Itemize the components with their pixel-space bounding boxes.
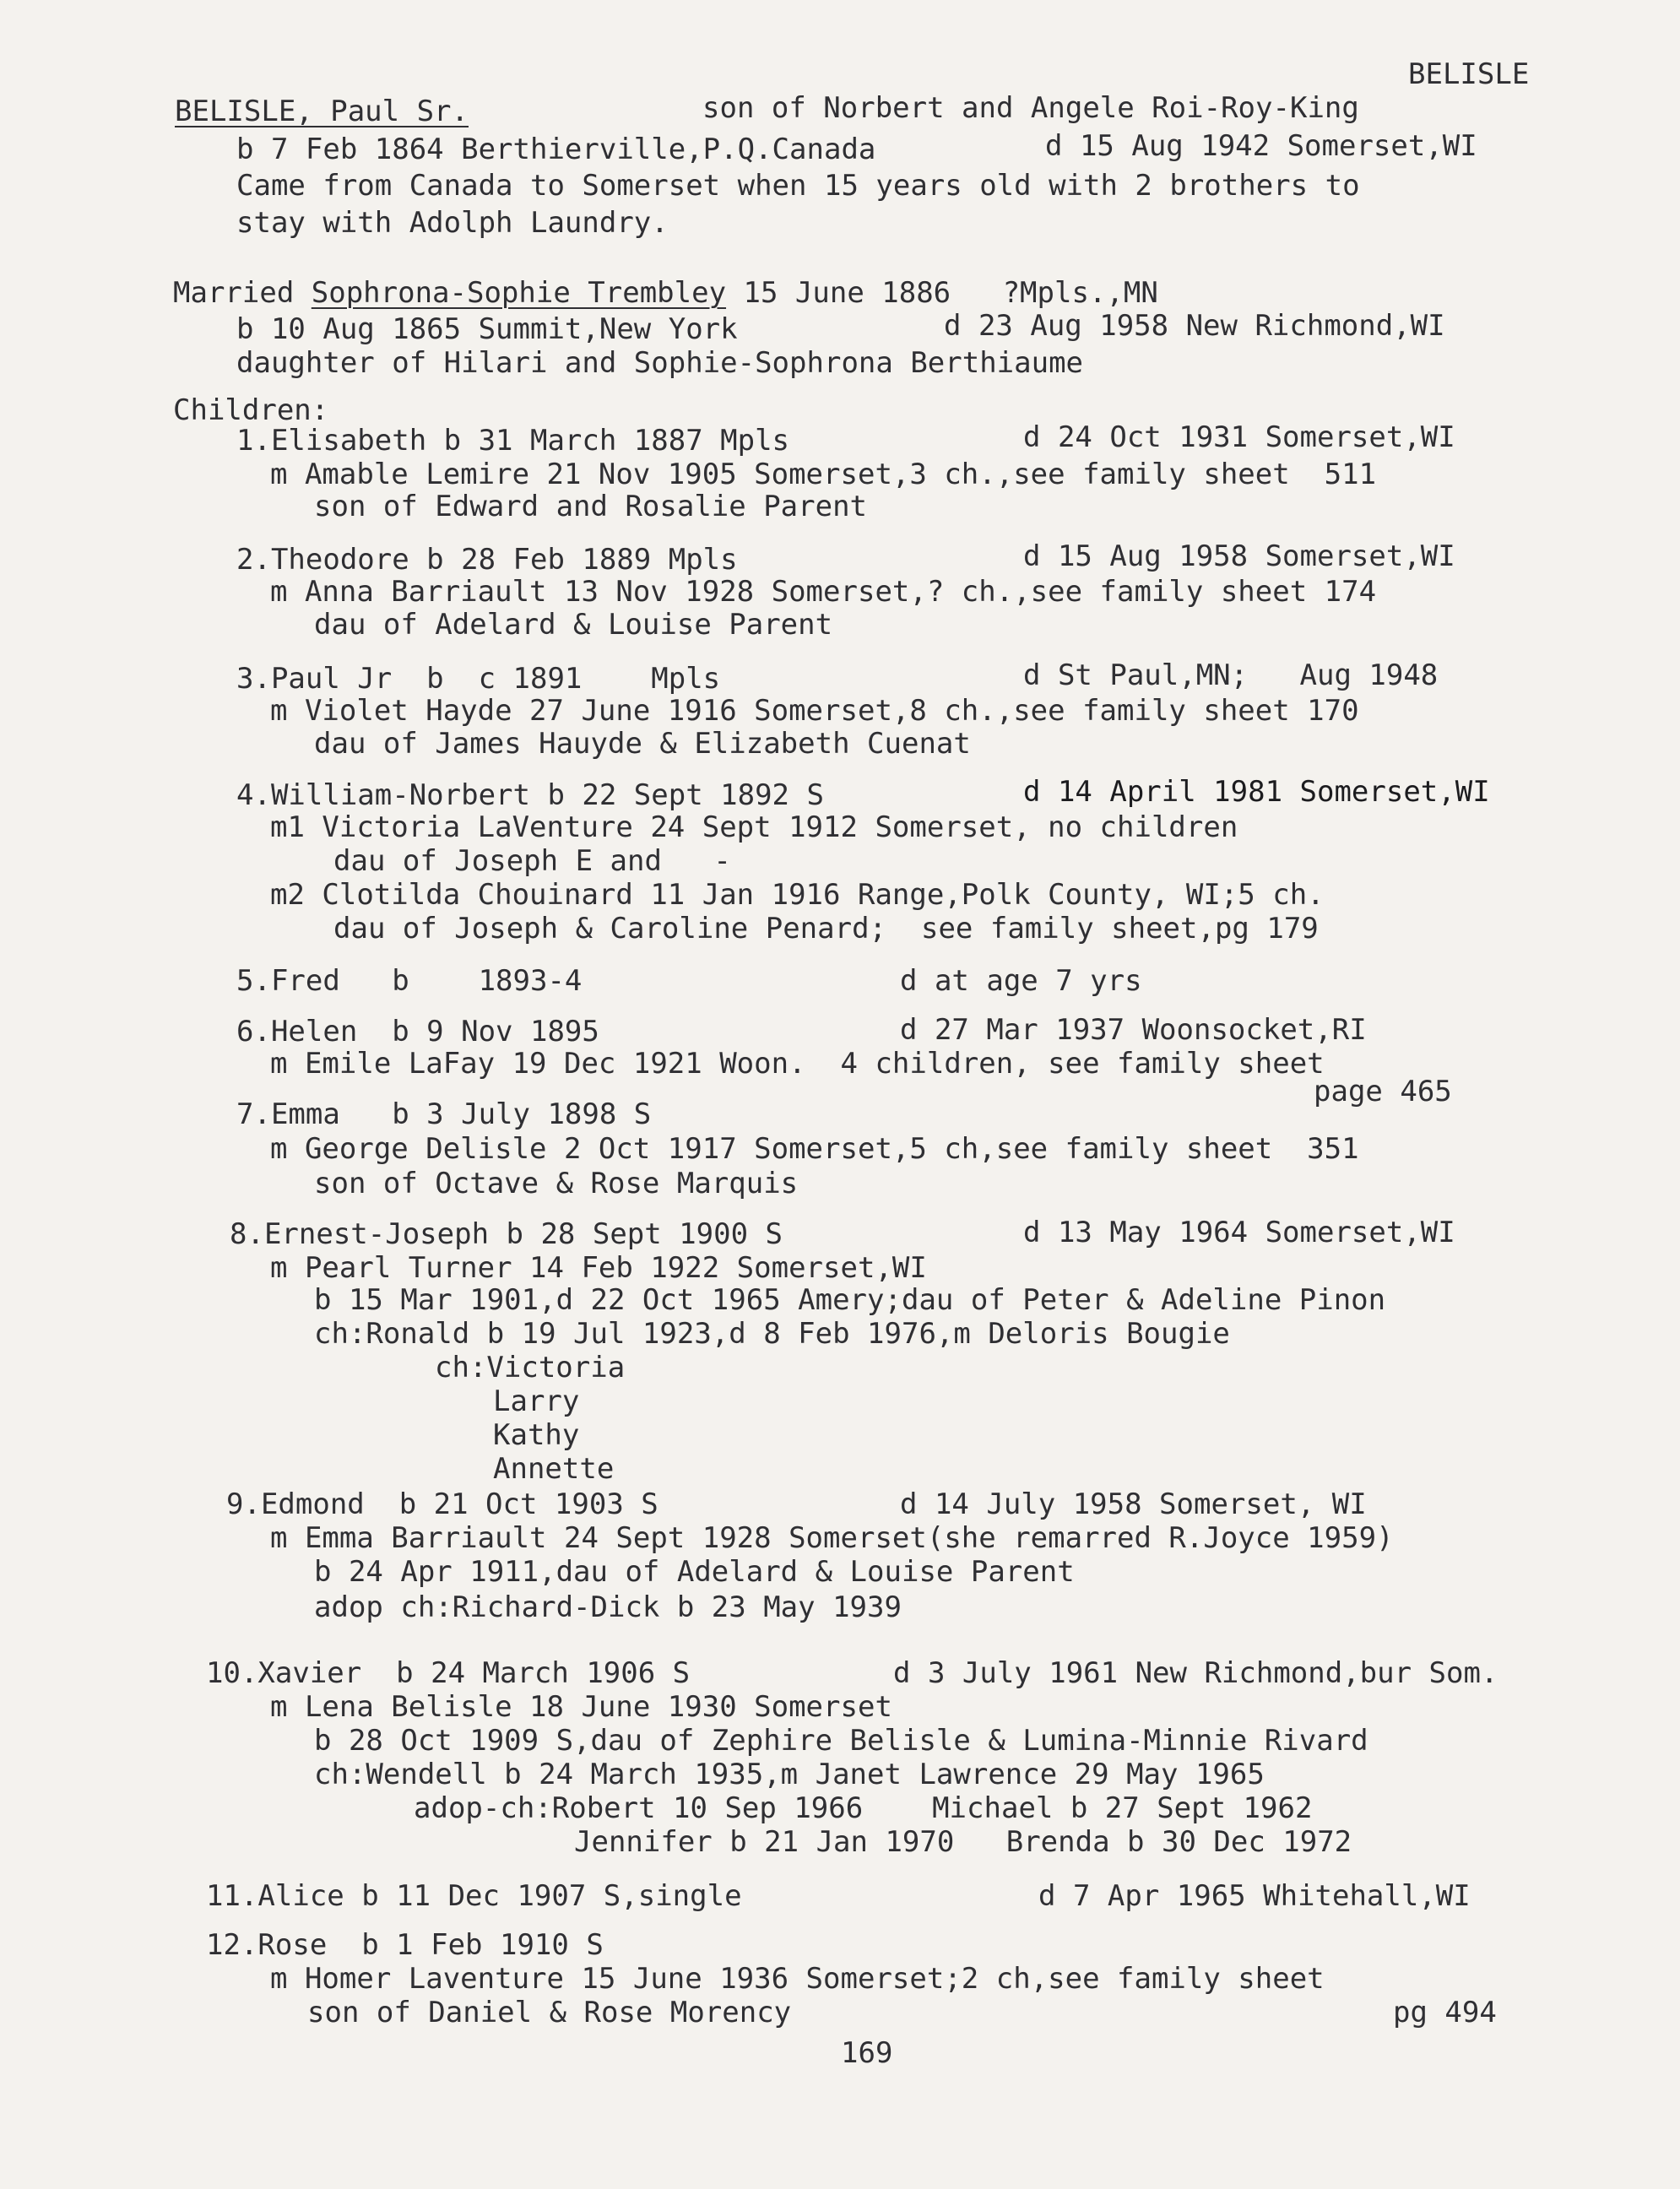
- child-detail: b 15 Mar 1901,d 22 Oct 1965 Amery;dau of Peter & Adeline Pinon: [314, 1283, 1386, 1317]
- child-detail: dau of James Hauyde & Elizabeth Cuenat: [314, 727, 971, 761]
- marriage-line: [173, 276, 1158, 310]
- child-entry: 7.Emma b 3 July 1898 S: [236, 1097, 652, 1131]
- child-entry: 1.Elisabeth b 31 March 1887 Mpls: [236, 424, 790, 458]
- spouse-birth: b 10 Aug 1865 Summit,New York: [236, 312, 738, 346]
- child-entry: 10.Xavier b 24 March 1906 S: [206, 1656, 691, 1690]
- child-detail: pg 494: [1393, 1996, 1497, 2029]
- child-detail: b 28 Oct 1909 S,dau of Zephire Belisle & Lumina-Minnie Rivard: [314, 1724, 1368, 1758]
- child-entry: 11.Alice b 11 Dec 1907 S,single: [206, 1879, 742, 1913]
- subject-name: BELISLE, Paul Sr.: [175, 95, 469, 128]
- child-detail: adop-ch:Robert 10 Sep 1966 Michael b 27 Sept 1962: [414, 1791, 1313, 1825]
- child-entry: 4.William-Norbert b 22 Sept 1892 S: [236, 778, 824, 812]
- grandchild-item: Annette: [493, 1452, 615, 1486]
- child-entry: 3.Paul Jr b c 1891 Mpls: [236, 662, 721, 696]
- child-entry: 12.Rose b 1 Feb 1910 S: [206, 1928, 604, 1962]
- child-entry: 6.Helen b 9 Nov 1895: [236, 1015, 599, 1048]
- child-detail: son of Octave & Rose Marquis: [314, 1167, 799, 1200]
- child-death: d 7 Apr 1965 Whitehall,WI: [1038, 1879, 1471, 1913]
- spouse-name: Sophrona-Sophie Trembley: [311, 276, 727, 310]
- child-detail: b 24 Apr 1911,dau of Adelard & Louise Parent: [314, 1555, 1075, 1589]
- children-label: Children:: [173, 393, 329, 427]
- grandchild-item: Larry: [493, 1384, 580, 1418]
- child-detail: dau of Joseph & Caroline Penard; see family sheet,pg 179: [333, 912, 1319, 945]
- child-death: d at age 7 yrs: [900, 964, 1142, 998]
- child-death: d 15 Aug 1958 Somerset,WI: [1023, 539, 1455, 573]
- grandchild-item: ch:Victoria: [435, 1351, 626, 1384]
- child-marriage: m Pearl Turner 14 Feb 1922 Somerset,WI: [270, 1251, 927, 1285]
- child-marriage: m2 Clotilda Chouinard 11 Jan 1916 Range,Polk County, WI;5 ch.: [270, 878, 1325, 912]
- subject-birth: b 7 Feb 1864 Berthierville,P.Q.Canada: [236, 133, 876, 166]
- child-marriage: m Amable Lemire 21 Nov 1905 Somerset,3 ch.,see family sheet 511: [270, 458, 1377, 491]
- child-detail: Jennifer b 21 Jan 1970 Brenda b 30 Dec 1972: [574, 1825, 1352, 1859]
- child-marriage: m Emma Barriault 24 Sept 1928 Somerset(she remarred R.Joyce 1959): [270, 1521, 1394, 1555]
- header-surname: BELISLE: [1408, 57, 1530, 91]
- subject-note: stay with Adolph Laundry.: [236, 206, 669, 240]
- child-marriage: m1 Victoria LaVenture 24 Sept 1912 Somerset, no children: [270, 810, 1238, 844]
- child-marriage: m George Delisle 2 Oct 1917 Somerset,5 ch,see family sheet 351: [270, 1132, 1359, 1166]
- page-number: 169: [841, 2036, 893, 2070]
- child-marriage: m Anna Barriault 13 Nov 1928 Somerset,? ch.,see family sheet 174: [270, 575, 1377, 609]
- child-detail: dau of Adelard & Louise Parent: [314, 608, 833, 642]
- child-detail: son of Daniel & Rose Morency: [307, 1996, 792, 2029]
- child-detail: ch:Ronald b 19 Jul 1923,d 8 Feb 1976,m Deloris Bougie: [314, 1317, 1230, 1351]
- subject-death: d 15 Aug 1942 Somerset,WI: [1045, 129, 1477, 163]
- child-death: d 14 April 1981 Somerset,WI: [1023, 775, 1490, 809]
- child-detail: page 465: [1314, 1075, 1452, 1108]
- spouse-death: d 23 Aug 1958 New Richmond,WI: [944, 309, 1445, 343]
- child-detail: son of Edward and Rosalie Parent: [314, 490, 868, 523]
- child-death: d 27 Mar 1937 Woonsocket,RI: [900, 1013, 1367, 1047]
- child-marriage: m Emile LaFay 19 Dec 1921 Woon. 4 children, see family sheet: [270, 1047, 1325, 1081]
- child-detail: ch:Wendell b 24 March 1935,m Janet Lawrence 29 May 1965: [314, 1758, 1265, 1791]
- child-detail: dau of Joseph E and -: [333, 844, 731, 878]
- child-death: d 14 July 1958 Somerset, WI: [900, 1487, 1367, 1521]
- child-detail: adop ch:Richard-Dick b 23 May 1939: [314, 1590, 902, 1624]
- child-death: d 24 Oct 1931 Somerset,WI: [1023, 420, 1455, 454]
- child-entry: 2.Theodore b 28 Feb 1889 Mpls: [236, 543, 738, 577]
- child-entry: 5.Fred b 1893-4: [236, 964, 583, 998]
- subject-parents: son of Norbert and Angele Roi-Roy-King: [702, 91, 1359, 125]
- child-death: d 3 July 1961 New Richmond,bur Som.: [893, 1656, 1498, 1690]
- child-marriage: m Violet Hayde 27 June 1916 Somerset,8 ch.,see family sheet 170: [270, 694, 1359, 728]
- marriage-prefix: Married: [173, 276, 312, 310]
- subject-note: Came from Canada to Somerset when 15 years old with 2 brothers to: [236, 169, 1360, 203]
- child-entry: 8.Ernest-Joseph b 28 Sept 1900 S: [230, 1217, 783, 1251]
- child-death: d St Paul,MN; Aug 1948: [1023, 658, 1439, 692]
- child-death: d 13 May 1964 Somerset,WI: [1023, 1216, 1455, 1249]
- grandchild-item: Kathy: [493, 1418, 580, 1452]
- spouse-parents: daughter of Hilari and Sophie-Sophrona Berthiaume: [236, 346, 1084, 380]
- child-marriage: m Lena Belisle 18 June 1930 Somerset: [270, 1690, 892, 1724]
- marriage-date-place: 15 June 1886 ?Mpls.,MN: [726, 276, 1158, 310]
- child-marriage: m Homer Laventure 15 June 1936 Somerset;2 ch,see family sheet: [270, 1962, 1325, 1996]
- child-entry: 9.Edmond b 21 Oct 1903 S: [226, 1487, 658, 1521]
